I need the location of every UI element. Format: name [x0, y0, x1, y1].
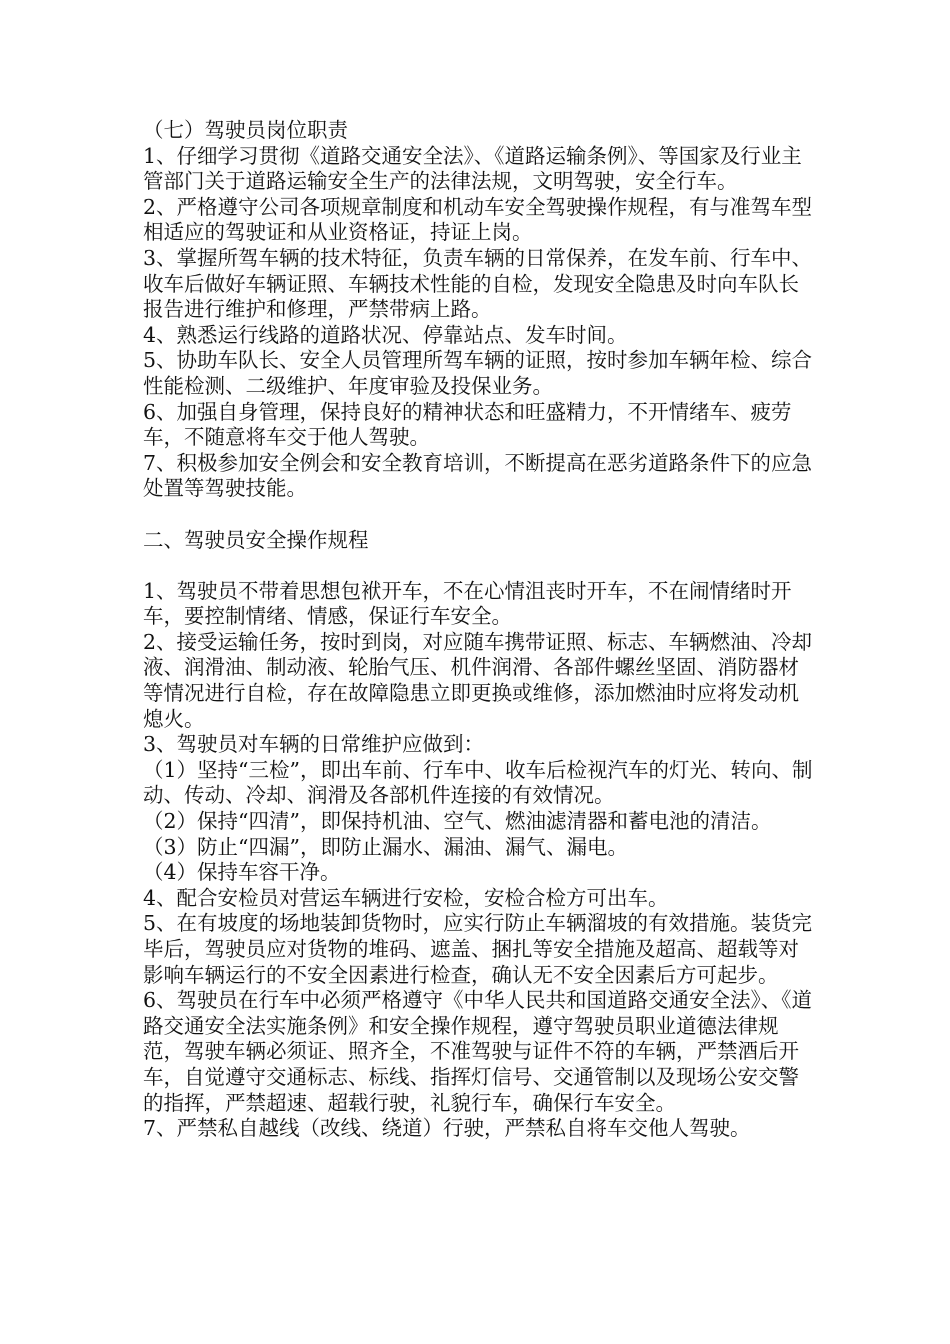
section-2-item-4: 4、配合安检员对营运车辆进行安检，安检合检方可出车。 [143, 885, 669, 910]
section-1-item-1: 1、仔细学习贯彻《道路交通安全法》、《道路运输条例》、等国家及行业主管部门关于道路运输安全生产的法律法规，文明驾驶，安全行车。 [143, 143, 802, 194]
section-2-title: 二、驾驶员安全操作规程 [143, 527, 369, 552]
section-2-subitem-4: （4）保持车容干净。 [143, 860, 341, 885]
section-2-subitem-2: （2）保持“四清”，即保持机油、空气、燃油滤清器和蓄电池的清洁。 [143, 809, 772, 834]
section-1-item-7: 7、积极参加安全例会和安全教育培训，不断提高在恶劣道路条件下的应急处置等驾驶技能。 [143, 450, 813, 501]
section-1-item-5: 5、协助车队长、安全人员管理所驾车辆的证照，按时参加车辆年检、综合性能检测、二级维护、年度审验及投保业务。 [143, 348, 813, 398]
section-2-item-1: 1、驾驶员不带着思想包袱开车，不在心情沮丧时开车，不在闹情绪时开车，要控制情绪、情感，保证行车安全。 [143, 578, 792, 629]
section-1-title: （七）驾驶员岗位职责 [143, 118, 348, 142]
section-2-item-5: 5、在有坡度的场地装卸货物时，应实行防止车辆溜坡的有效措施。装货完毕后，驾驶员应对货物的堆码、遮盖、捆扎等安全措施及超高、超载等对影响车辆运行的不安全因素进行检查，确认无不安全因素后方可起步。 [143, 911, 813, 987]
section-2-item-2: 2、接受运输任务，按时到岗，对应随车携带证照、标志、车辆燃油、冷却液、润滑油、制动液、轮胎气压、机件润滑、各部件螺丝坚固、消防器材等情况进行自检，存在故障隐患立即更换或维修，添加燃油时应将发动机熄火。 [143, 629, 813, 731]
section-1-item-6: 6、加强自身管理，保持良好的精神状态和旺盛精力，不开情绪车、疲劳车，不随意将车交于他人驾驶。 [143, 399, 792, 450]
section-2-item-6: 6、驾驶员在行车中必须严格遵守《中华人民共和国道路交通安全法》、《道路交通安全法实施条例》和安全操作规程，遵守驾驶员职业道德法律规范，驾驶车辆必须证、照齐全，不准驾驶与证件不符的车辆，严禁酒后开车，自觉遵守交通标志、标线、指挥灯信号、交通管制以及现场公安交警的指挥，严禁超速、超载行驶，礼貌行车，确保行车安全。 [143, 988, 813, 1115]
section-2-subitem-1: （1）坚持“三检”，即出车前、行车中、收车后检视汽车的灯光、转向、制动、传动、冷却、润滑及各部机件连接的有效情况。 [143, 757, 813, 808]
document-page [143, 118, 813, 1142]
section-2-item-7: 7、严禁私自越线（改线、绕道）行驶，严禁私自将车交他人驾驶。 [143, 1116, 751, 1141]
section-2-subitem-3: （3）防止“四漏”，即防止漏水、漏油、漏气、漏电。 [143, 834, 629, 859]
blank-line [143, 553, 813, 579]
section-1-item-4: 4、熟悉运行线路的道路状况、停靠站点、发车时间。 [143, 322, 628, 347]
blank-line [143, 502, 813, 528]
section-2-item-3: 3、驾驶员对车辆的日常维护应做到： [143, 732, 485, 757]
section-1-item-3: 3、掌握所驾车辆的技术特征，负责车辆的日常保养，在发车前、行车中、收车后做好车辆证照、车辆技术性能的自检，发现安全隐患及时向车队长报告进行维护和修理，严禁带病上路。 [143, 245, 813, 322]
section-1-item-2: 2、严格遵守公司各项规章制度和机动车安全驾驶操作规程，有与准驾车型相适应的驾驶证和从业资格证，持证上岗。 [143, 194, 813, 245]
